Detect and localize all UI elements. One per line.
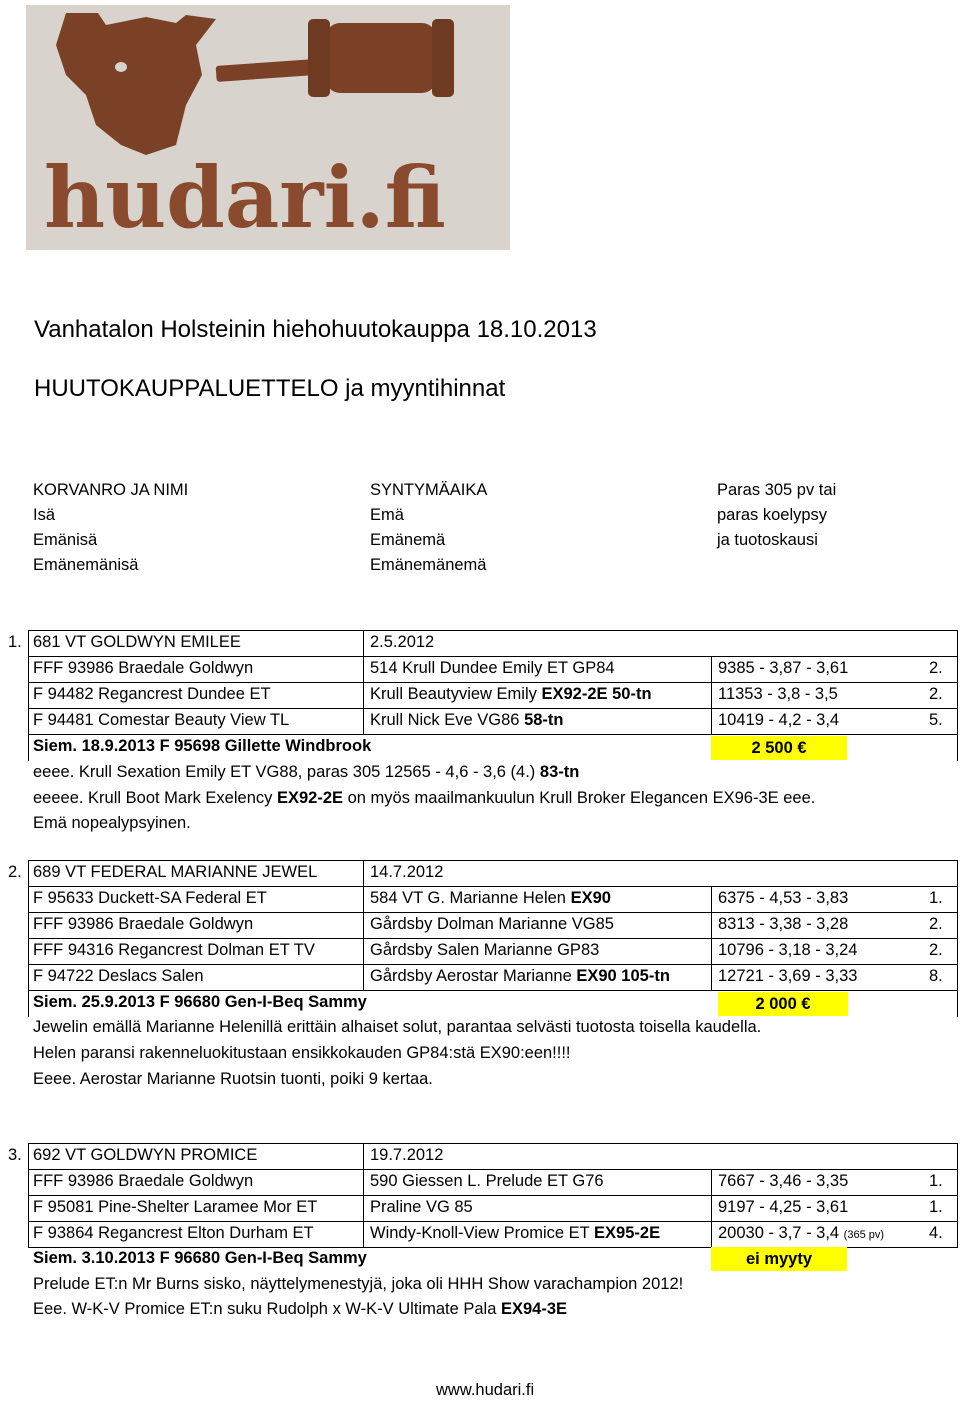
header-label: Emänemänemä — [370, 556, 487, 574]
sire: F 93864 Regancrest Elton Durham ET — [33, 1224, 314, 1242]
header-label: Paras 305 pv tai — [717, 481, 837, 499]
birth-date: 2.5.2012 — [370, 633, 435, 651]
header-label: ja tuotoskausi — [717, 531, 818, 549]
lactation: 8. — [929, 967, 943, 985]
lot-row-name — [8, 860, 958, 886]
pedigree-row — [8, 886, 958, 912]
header-col1 — [33, 478, 188, 578]
sire: FFF 93986 Braedale Goldwyn — [33, 915, 254, 933]
lactation: 2. — [929, 941, 943, 959]
sold-info: Siem. 25.9.2013 F 96680 Gen-I-Beq Sammy — [33, 993, 367, 1011]
yield: 6375 - 4,53 - 3,83 — [718, 889, 849, 907]
header-label: Emänisä — [33, 531, 98, 549]
sold-info: Siem. 18.9.2013 F 95698 Gillette Windbrook — [33, 737, 372, 755]
sire: F 94481 Comestar Beauty View TL — [33, 711, 290, 729]
sire: F 95633 Duckett-SA Federal ET — [33, 889, 267, 907]
sold-info: Siem. 3.10.2013 F 96680 Gen-I-Beq Sammy — [33, 1249, 367, 1267]
birth-date: 19.7.2012 — [370, 1146, 444, 1164]
lactation: 1. — [929, 1198, 943, 1216]
note-line: Eee. W-K-V Promice ET:n suku Rudolph x W-K-V Ultimate Pala EX94-3E — [33, 1300, 568, 1318]
header-label: Isä — [33, 506, 56, 524]
dam: Gårdsby Aerostar Marianne EX90 105-tn — [370, 967, 670, 985]
sire: FFF 93986 Braedale Goldwyn — [33, 659, 254, 677]
dam: Gårdsby Dolman Marianne VG85 — [370, 915, 614, 933]
lactation: 2. — [929, 659, 943, 677]
lactation: 1. — [929, 1172, 943, 1190]
page-title: Vanhatalon Holsteinin hiehohuutokauppa 18.10.2013 — [34, 316, 597, 343]
footer-url[interactable]: www.hudari.fi — [436, 1381, 535, 1399]
page-subtitle: HUUTOKAUPPALUETTELO ja myyntihinnat — [34, 375, 506, 402]
note-line: Jewelin emällä Marianne Helenillä erittäin alhaiset solut, parantaa selvästi tuotosta toisella kaudella. — [33, 1018, 762, 1036]
yield: 9385 - 3,87 - 3,61 — [718, 659, 849, 677]
header-label: Emänemä — [370, 531, 446, 549]
lot-number: 2. — [8, 863, 22, 881]
pedigree-row — [8, 708, 958, 734]
dam: 584 VT G. Marianne Helen EX90 — [370, 889, 611, 907]
header-label: KORVANRO JA NIMI — [33, 481, 189, 499]
yield: 7667 - 3,46 - 3,35 — [718, 1172, 849, 1190]
yield: 10796 - 3,18 - 3,24 — [718, 941, 858, 959]
yield: 9197 - 4,25 - 3,61 — [718, 1198, 849, 1216]
sale-price: 2 000 € — [718, 992, 848, 1016]
dam: Praline VG 85 — [370, 1198, 473, 1216]
lot-row-name — [8, 1143, 958, 1169]
dam: 514 Krull Dundee Emily ET GP84 — [370, 659, 615, 677]
dam: 590 Giessen L. Prelude ET G76 — [370, 1172, 604, 1190]
header-label: SYNTYMÄAIKA — [370, 481, 488, 499]
cow-gavel-icon — [26, 5, 510, 250]
lot-number: 3. — [8, 1146, 22, 1164]
lot-row-name — [8, 630, 958, 656]
yield: 20030 - 3,7 - 3,4 (365 pv) — [718, 1224, 885, 1242]
sire: FFF 94316 Regancrest Dolman ET TV — [33, 941, 315, 959]
sire: FFF 93986 Braedale Goldwyn — [33, 1172, 254, 1190]
header-label: Emänemänisä — [33, 556, 139, 574]
dam: Krull Nick Eve VG86 58-tn — [370, 711, 564, 729]
pedigree-row — [8, 682, 958, 708]
dam: Krull Beautyview Emily EX92-2E 50-tn — [370, 685, 652, 703]
sale-price: 2 500 € — [711, 736, 847, 760]
animal-name: 689 VT FEDERAL MARIANNE JEWEL — [33, 863, 318, 881]
sale-price: ei myyty — [711, 1247, 847, 1271]
lactation: 5. — [929, 711, 943, 729]
pedigree-row — [8, 964, 958, 990]
pedigree-row — [8, 912, 958, 938]
lactation: 2. — [929, 915, 943, 933]
note-line: Helen paransi rakenneluokitustaan ensikkokauden GP84:stä EX90:een!!!! — [33, 1044, 571, 1062]
note-line: Eeee. Aerostar Marianne Ruotsin tuonti, poiki 9 kertaa. — [33, 1070, 433, 1088]
yield: 11353 - 3,8 - 3,5 — [718, 685, 838, 703]
note-line: Prelude ET:n Mr Burns sisko, näyttelymenestyjä, joka oli HHH Show varachampion 2012! — [33, 1275, 684, 1293]
lactation: 4. — [929, 1224, 943, 1242]
lot-number: 1. — [8, 633, 22, 651]
pedigree-row — [8, 1195, 958, 1221]
note-line: eeeee. Krull Boot Mark Exelency EX92-2E on myös maailmankuulun Krull Broker Elegancen EX96-3E eee. — [33, 789, 816, 807]
logo-text: hudari.fi — [44, 148, 446, 247]
lactation: 2. — [929, 685, 943, 703]
birth-date: 14.7.2012 — [370, 863, 444, 881]
animal-name: 681 VT GOLDWYN EMILEE — [33, 633, 241, 651]
yield: 10419 - 4,2 - 3,4 — [718, 711, 840, 729]
lactation: 1. — [929, 889, 943, 907]
header-col3 — [717, 478, 836, 553]
hudari-logo — [26, 5, 510, 250]
pedigree-row — [8, 1221, 958, 1247]
note-line: eeee. Krull Sexation Emily ET VG88, paras 305 12565 - 4,6 - 3,6 (4.) 83-tn — [33, 763, 580, 781]
header-label: Emä — [370, 506, 404, 524]
dam: Windy-Knoll-View Promice ET EX95-2E — [370, 1224, 661, 1242]
yield: 12721 - 3,69 - 3,33 — [718, 967, 858, 985]
sire: F 94722 Deslacs Salen — [33, 967, 204, 985]
pedigree-row — [8, 656, 958, 682]
sire: F 95081 Pine-Shelter Laramee Mor ET — [33, 1198, 318, 1216]
pedigree-row — [8, 1169, 958, 1195]
animal-name: 692 VT GOLDWYN PROMICE — [33, 1146, 258, 1164]
header-label: paras koelypsy — [717, 506, 828, 524]
note-line: Emä nopealypsyinen. — [33, 814, 191, 832]
dam: Gårdsby Salen Marianne GP83 — [370, 941, 600, 959]
yield: 8313 - 3,38 - 3,28 — [718, 915, 849, 933]
sire: F 94482 Regancrest Dundee ET — [33, 685, 271, 703]
header-col2 — [370, 478, 487, 578]
pedigree-row — [8, 938, 958, 964]
